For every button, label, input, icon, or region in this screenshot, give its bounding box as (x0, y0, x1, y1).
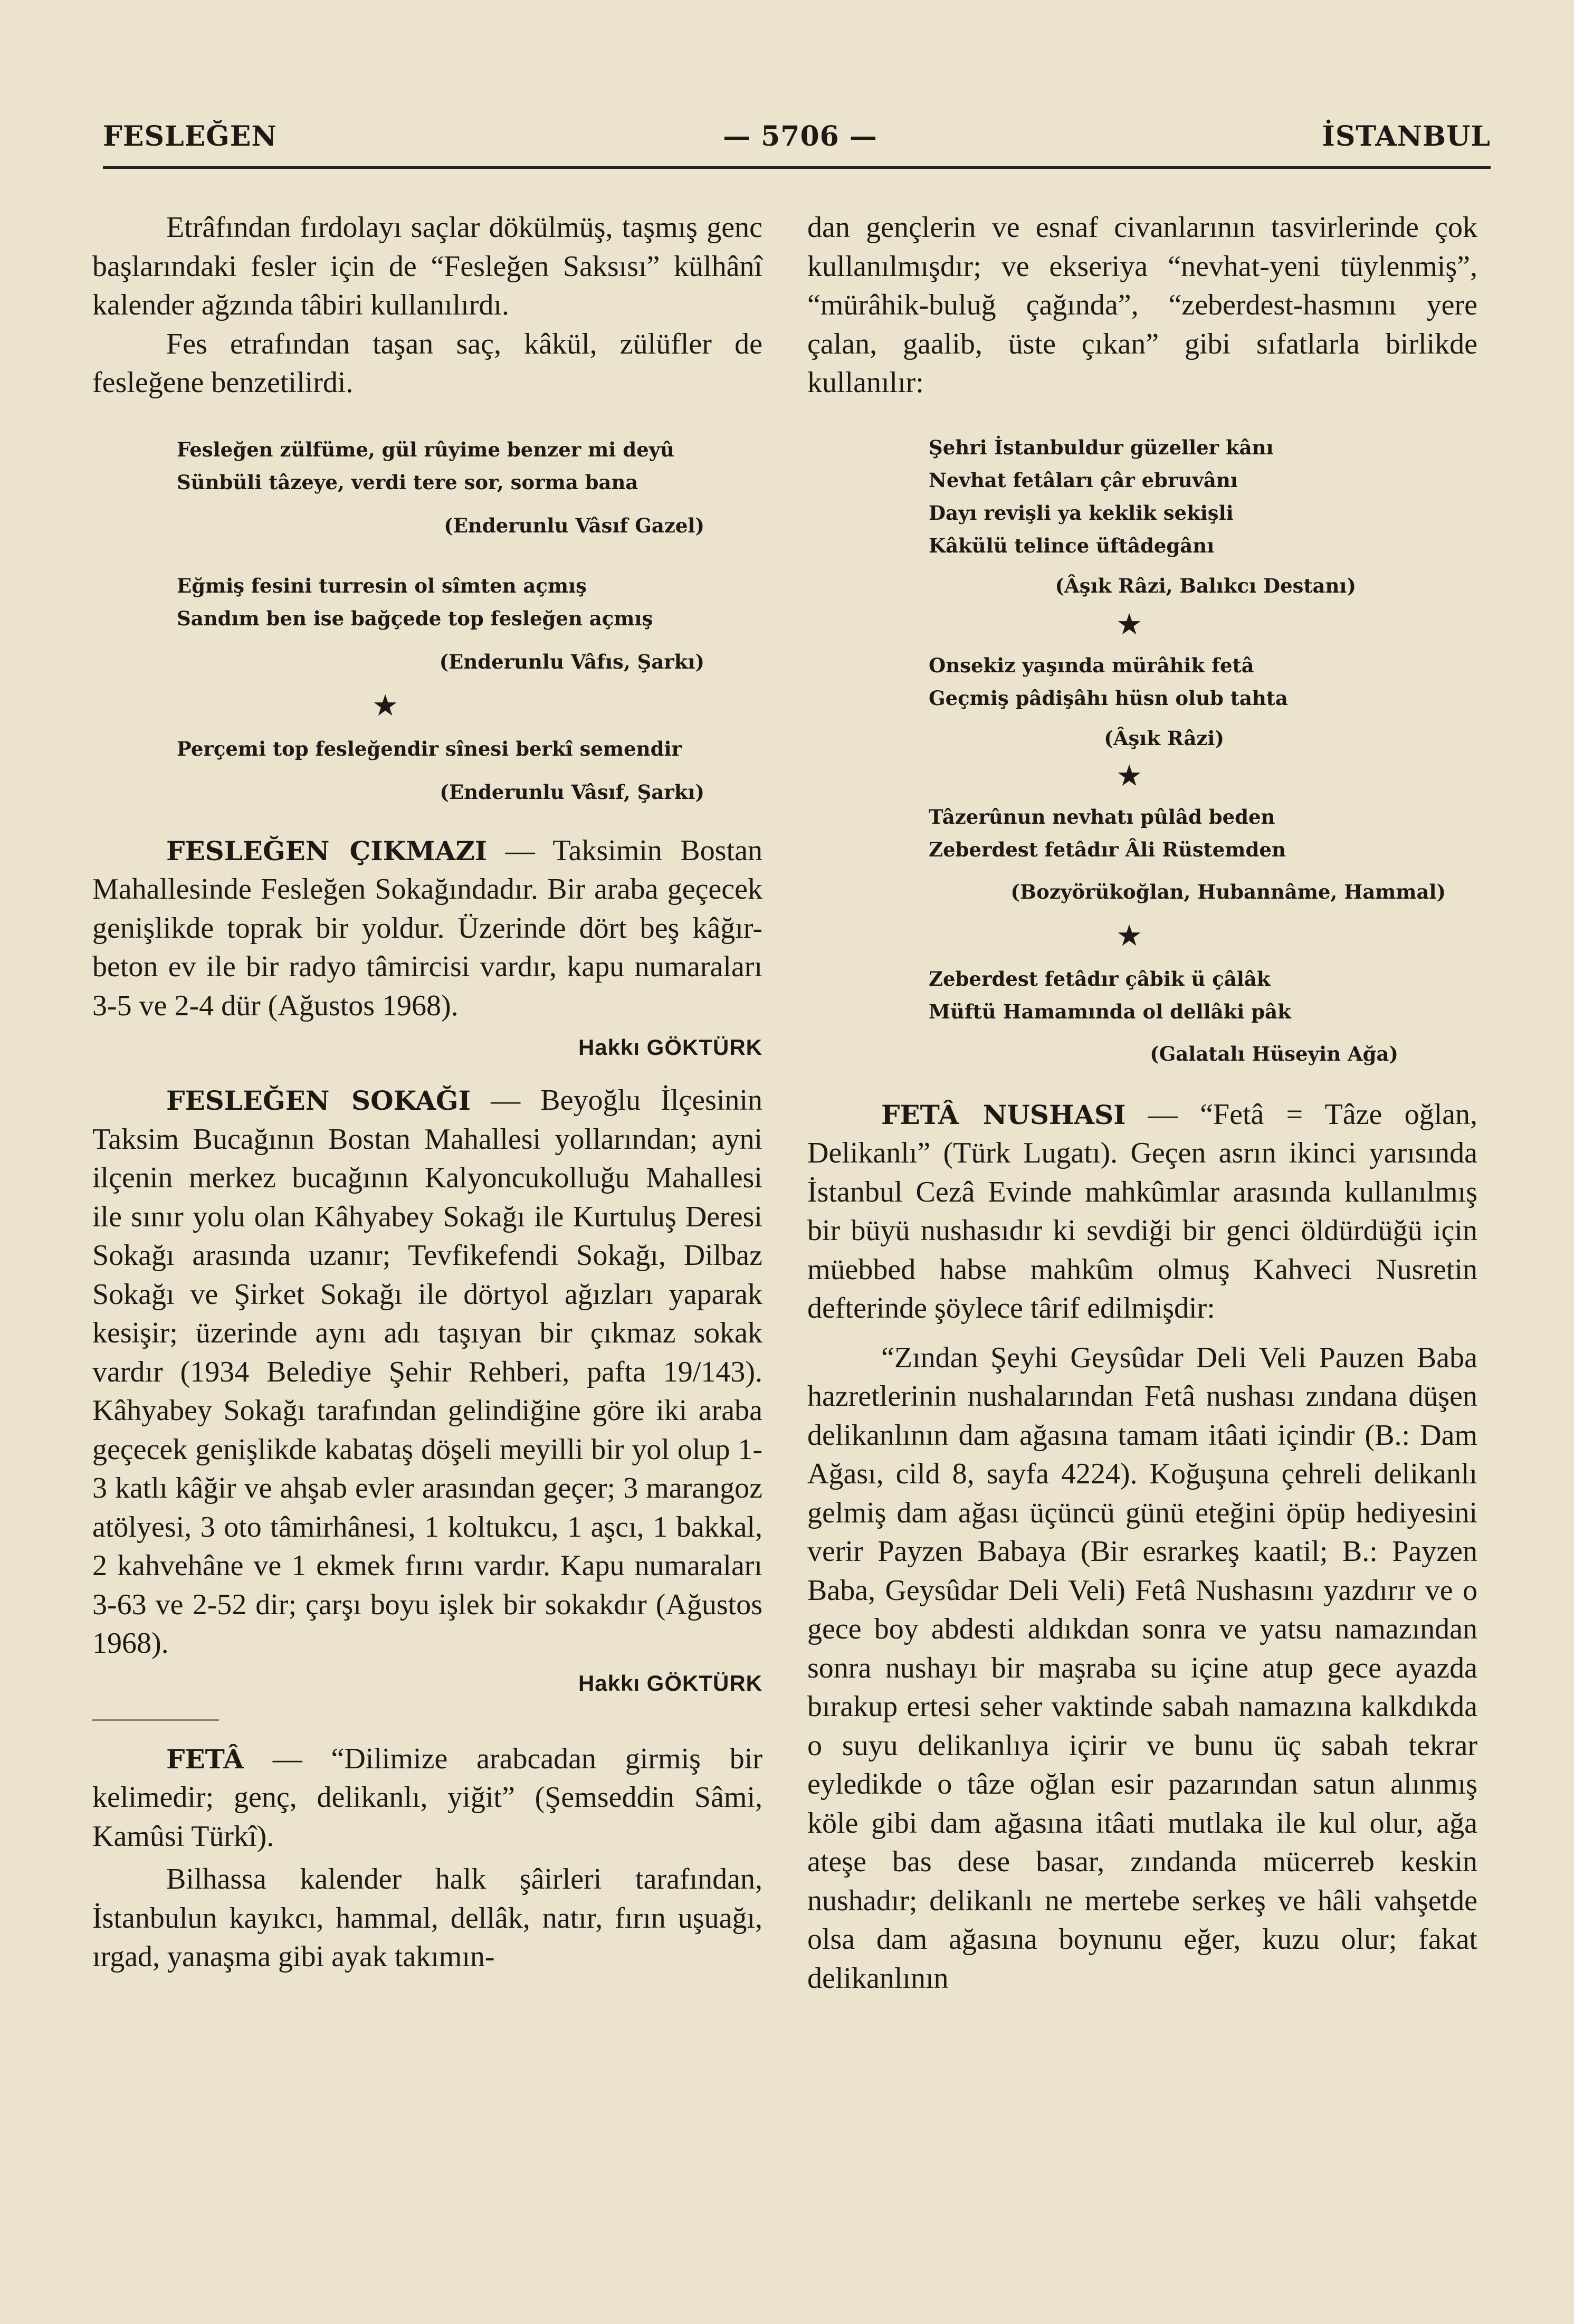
intro-paragraph-2: Fes etrafından taşan saç, kâkül, zülüfler de fesleğene benzetilirdi. (92, 327, 762, 399)
header-left: FESLEĞEN (103, 120, 277, 153)
running-header (103, 120, 1491, 163)
entry-feta (92, 1740, 762, 1856)
entry-term: FESLEĞEN ÇIKMAZI (166, 835, 488, 866)
header-rule (103, 166, 1491, 169)
poem-credit: (Enderunlu Vâsıf, Şarkı) (440, 780, 704, 804)
star-separator-icon: ★ (1116, 607, 1143, 642)
entry-text: Taksimin Bostan Mahallesinde Fesleğen Sokağındadır. Bir araba geçecek genişlikde toprak bir yoldur. Üzerinde dört beş kâğır-beton ev ile bir radyo tâmircisi vardır, kapu numaraları 3-5 ve 2-4 dür (Ağustos 1968). (92, 834, 762, 1022)
entry-fesligen-sokagi (92, 1081, 762, 1663)
author-signature: Hakkı GÖKTÜRK (578, 1670, 762, 1696)
entry-dash: — (243, 1742, 331, 1775)
page-number: — 5706 — (723, 120, 877, 153)
poem-line: Dayı revişli ya keklik sekişli (929, 501, 1234, 525)
poem-credit: (Enderunlu Vâfıs, Şarkı) (439, 650, 704, 673)
poem-credit: (Enderunlu Vâsıf Gazel) (444, 513, 704, 537)
poem-line: Perçemi top fesleğendir sînesi berkî semendir (177, 737, 682, 760)
poem-line: Tâzerûnun nevhatı pûlâd beden (929, 805, 1275, 828)
entry-term: FETÂ (166, 1743, 244, 1775)
poem-credit: (Âşık Râzi) (1104, 726, 1224, 750)
entry-term: FETÂ NUSHASI (881, 1099, 1126, 1130)
poem-credit: (Âşık Râzi, Balıkcı Destanı) (1055, 574, 1356, 597)
poem-vasif-gazel (177, 433, 752, 542)
poem-line: Geçmiş pâdişâhı hüsn olub tahta (929, 686, 1288, 710)
entry-fesligen-cikmazi (92, 832, 762, 1026)
entry-dash: — (471, 1084, 541, 1117)
section-divider (92, 1719, 219, 1721)
poem-line: Zeberdest fetâdır Âli Rüstemden (929, 837, 1286, 861)
poem-line: Sünbüli tâzeye, verdi tere sor, sorma bana (177, 470, 638, 494)
poem-line: Nevhat fetâları çâr ebruvânı (929, 468, 1238, 492)
poem-line: Eğmiş fesini turresin ol sîmten açmış (177, 574, 587, 597)
entry-text: “Dilimize arabcadan girmiş bir kelimedir; genç, delikanlı, yiğit” (Şemseddin Sâmi, Kamûsi Türkî). (92, 1742, 762, 1853)
entry-dash: — (1125, 1098, 1200, 1131)
intro-paragraph-1: Etrâfından fırdolayı saçlar dökülmüş, taşmış genc başlarındaki fesler için de “Fesleğen Saksısı” külhânî kalender ağzında tâbiri kullanılırdı. (92, 211, 762, 321)
header-right: İSTANBUL (1322, 120, 1491, 153)
feta-paragraph-2: Bilhassa kalender halk şâirleri tarafından, İstanbulun kayıkcı, hammal, dellâk, natır, fırın uşuağı, ırgad, yanaşma gibi ayak takımın- (92, 1863, 762, 1973)
entry-dash: — (487, 834, 553, 867)
left-column (92, 208, 762, 1977)
poem-vafis-sarki (177, 569, 752, 678)
poem-line: Sandım ben ise bağçede top fesleğen açmış (177, 606, 653, 630)
author-signature: Hakkı GÖKTÜRK (578, 1035, 762, 1060)
right-column (807, 208, 1477, 1998)
poem-line: Fesleğen zülfüme, gül rûyime benzer mi deyû (177, 437, 675, 461)
entry-feta-nushasi (807, 1096, 1477, 1328)
entry-text: Beyoğlu İlçesinin Taksim Bucağının Bostan Mahallesi yollarından; ayni ilçenin merkez bucağının Kalyoncukolluğu Mahallesi ile sınır yolu olan Kâhyabey Sokağı ile Kurtuluş Deresi Sokağı arasında uzanır; Tevfikefendi Sokağı, Dilbaz Sokağı ve Şirket Sokağı ile dörtyol ağızları yaparak kesişir; üzerinde aynı adı taşıyan bir çıkmaz sokak vardır (1934 Belediye Şehir Rehberi, pafta 19/143). Kâhyabey Sokağı tarafından gelindiğine göre iki araba geçecek genişlikde kabataş döşeli meyilli bir yol olup 1-3 katlı kâğir ve ahşab evler arasından geçer; 3 marangoz atölyesi, 3 oto tâmirhânesi, 1 koltukcu, 1 aşcı, 1 bakkal, 2 kahvehâne ve 1 ekmek fırını vardır. Kapu numaraları 3-63 ve 2-52 dir; çarşı boyu işlek bir sokakdır (Ağustos 1968). (92, 1084, 763, 1660)
poem-galatali (929, 963, 1477, 1070)
entry-term: FESLEĞEN SOKAĞI (166, 1085, 471, 1116)
poem-balikci-destani (929, 431, 1477, 602)
poem-line: Şehri İstanbuldur güzeller kânı (929, 435, 1274, 459)
poem-line: Kâkülü telince üftâdegânı (929, 534, 1215, 557)
nusha-quote: “Zından Şeyhi Geysûdar Deli Veli Pauzen Baba hazretlerinin nushalarından Fetâ nushası zındana düşen delikanlının dam ağasına tamam itâati içindir (B.: Dam Ağası, cild 8, sayfa 4224). Koğuşuna çehreli delikanlı gelmiş dam ağası üçüncü günü eteğini öpüp hediyesini verir Payzen Babaya (Bir esrarkeş kaatil; B.: Payzen Baba, Geysûdar Deli Veli) Fetâ Nushasını yazdırır ve o gece boy abdesti aldıkdan sonra ve yatsu namazından sonra nushayı bir maşraba su içine atup gece ayazda bırakup ertesi seher vaktinde sabah namazına kalkdıkda o suyu delikanlıya içirir ve bunu üç sabah tekrar eyledikde o tâze oğlan esir pazarından satun alınmış köle gibi dam ağasına itâati mutlaka ile kul olur, ağa ateşe bas dese basar, zındanda mücerreb keskin nushadır; delikanlı ne mertebe serkeş ve hâli vahşetde olsa dam ağasına boynunu eğer, kuzu olur; fakat delikanlının (807, 1341, 1477, 1995)
poem-asik-razi (929, 649, 1477, 755)
poem-vasif-sarki (177, 732, 752, 808)
poem-credit: (Bozyörükoğlan, Hubannâme, Hammal) (1010, 880, 1446, 903)
poem-hubanname (929, 801, 1477, 908)
star-separator-icon: ★ (372, 688, 399, 723)
continued-paragraph: dan gençlerin ve esnaf civanlarının tasvirlerinde çok kullanılmışdır; ve ekseriya “nevhat-yeni tüylenmiş”, “mürâhik-buluğ çağında”, “zeberdest-hasmını yere çalan, gaalib, üste çıkan” gibi sıfatlarla birlikde kullanılır: (807, 211, 1477, 399)
star-separator-icon: ★ (1116, 758, 1143, 793)
poem-line: Müftü Hamamında ol dellâki pâk (929, 999, 1291, 1023)
poem-line: Zeberdest fetâdır çâbik ü çâlâk (929, 967, 1271, 990)
poem-line: Onsekiz yaşında mürâhik fetâ (929, 653, 1254, 677)
star-separator-icon: ★ (1116, 918, 1143, 953)
poem-credit: (Galatalı Hüseyin Ağa) (1150, 1042, 1398, 1065)
entry-text: “Fetâ = Tâze oğlan, Delikanlı” (Türk Lugatı). Geçen asrın ikinci yarısında İstanbul Cezâ Evinde mahkûmlar arasında kullanılmış bir büyü nushasıdır ki sevdiği bir genci öldürdüğü için müebbed habse mahkûm olmuş Kahveci Nusretin defterinde şöylece târif edilmişdir: (807, 1098, 1478, 1325)
